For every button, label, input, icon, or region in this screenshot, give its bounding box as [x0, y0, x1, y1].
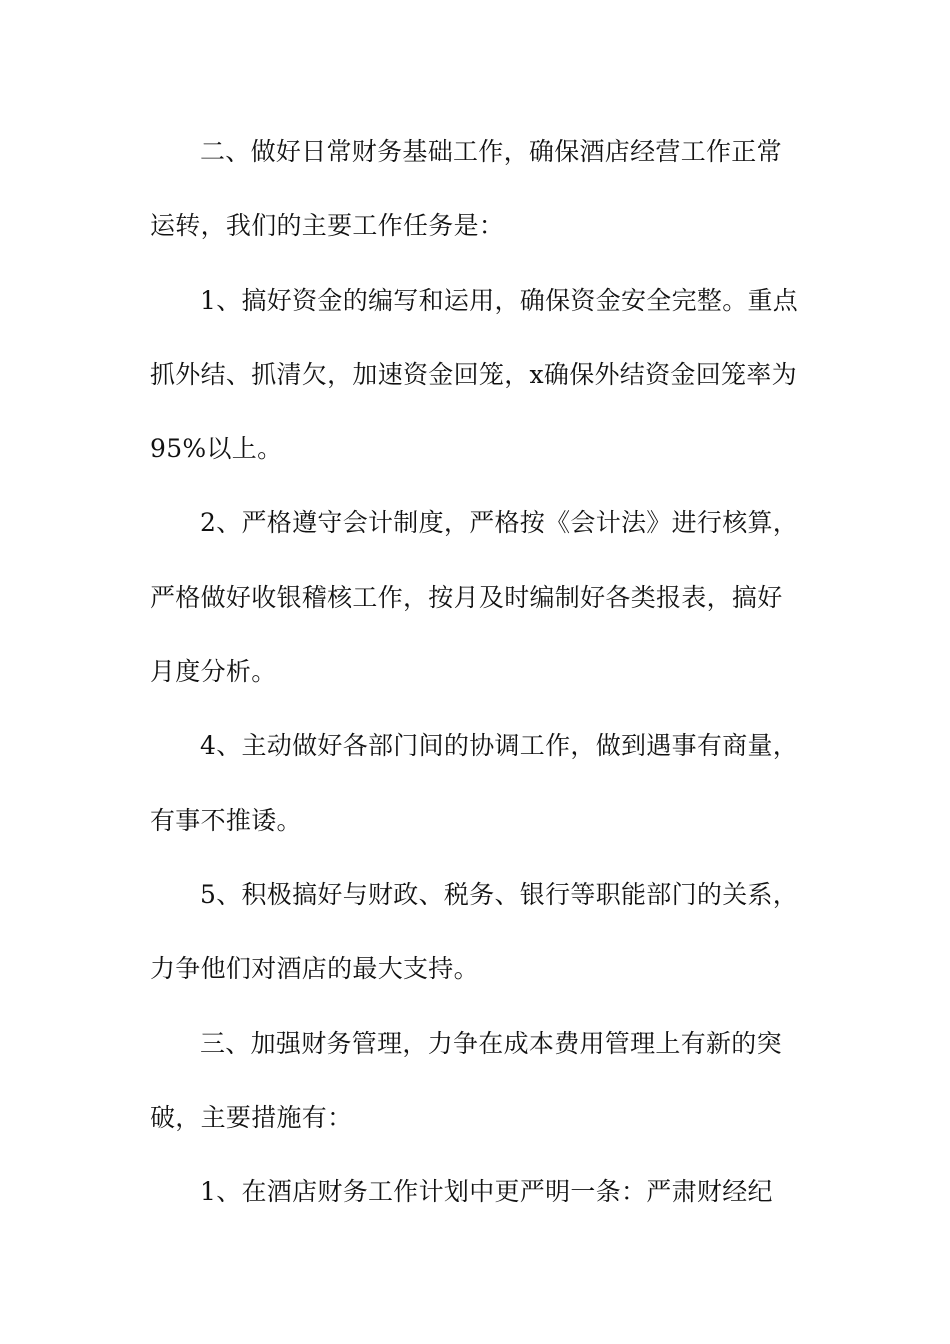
paragraph-2-line-1: 二、做好日常财务基础工作，确保酒店经营工作正常	[200, 137, 782, 166]
item-4-line-2: 有事不推诿。	[150, 805, 302, 835]
paragraph-2-line-2: 运转，我们的主要工作任务是：	[150, 211, 505, 241]
item-1-line-2: 抓外结、抓清欠，加速资金回笼，x确保外结资金回笼率为	[150, 359, 797, 389]
item-4-line-1: 4、主动做好各部门间的协调工作，做到遇事有商量，	[200, 731, 799, 761]
paragraph-3-line-2: 破，主要措施有：	[150, 1102, 353, 1132]
paragraph-3-line-1: 三、加强财务管理，力争在成本费用管理上有新的突	[200, 1028, 782, 1058]
item-2-line-2: 严格做好收银稽核工作，按月及时编制好各类报表，搞好	[150, 582, 783, 612]
item-2-line-1: 2、严格遵守会计制度，严格按《会计法》进行核算，	[200, 508, 799, 538]
item-2-line-3: 月度分析。	[150, 657, 277, 687]
item-5-line-2: 力争他们对酒店的最大支持。	[150, 954, 479, 984]
item-5-line-1: 5、积极搞好与财政、税务、银行等职能部门的关系，	[200, 879, 799, 909]
item-1-line-3: 95%以上。	[150, 434, 283, 464]
item-1-line-1: 1、搞好资金的编写和运用，确保资金安全完整。重点	[200, 285, 799, 315]
document-body	[150, 125, 810, 1239]
item-1b-line-1: 1、在酒店财务工作计划中更严明一条：严肃财经纪	[200, 1177, 773, 1207]
